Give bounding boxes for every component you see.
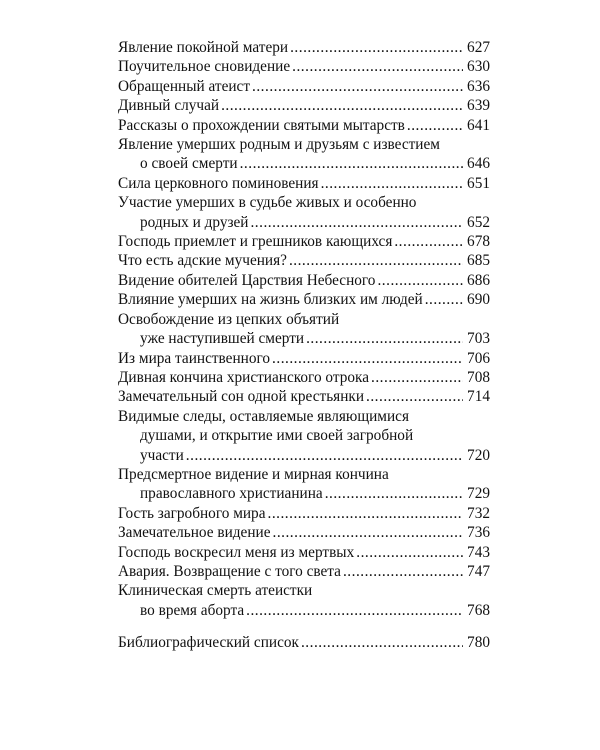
toc-entry bbox=[118, 232, 490, 251]
dot-leader bbox=[343, 562, 463, 581]
toc-page-number: 780 bbox=[467, 634, 490, 652]
toc-entry-row bbox=[118, 38, 490, 57]
toc-entry bbox=[118, 271, 490, 290]
toc-entry-row bbox=[118, 116, 490, 135]
toc-entry-row bbox=[118, 543, 490, 562]
toc-page-number: 729 bbox=[467, 485, 490, 503]
toc-page-number: 736 bbox=[467, 524, 490, 542]
toc-entry bbox=[118, 543, 490, 562]
dot-leader bbox=[301, 633, 463, 652]
toc-entry-title-line: Замечательный сон одной крестьянки bbox=[118, 388, 365, 406]
toc-entry-title-line: Рассказы о прохождении святыми мытарств bbox=[118, 116, 405, 134]
toc-page-number: 706 bbox=[467, 349, 490, 367]
toc-entry-title-line: Влияние умерших на жизнь близких им людей bbox=[118, 291, 423, 309]
toc-page-number: 627 bbox=[467, 39, 490, 56]
toc-entry-row bbox=[118, 154, 490, 173]
toc-entry bbox=[118, 251, 490, 270]
toc-entry-title-line: Клиническая смерть атеистки bbox=[118, 582, 313, 600]
toc-entry-row bbox=[118, 387, 490, 406]
toc-entry-title-line: Сила церковного поминовения bbox=[118, 174, 319, 192]
toc-entry bbox=[118, 193, 490, 232]
toc-entry-title-line: православного христианина bbox=[140, 485, 323, 503]
toc-entry-title-line: Что есть адские мучения? bbox=[118, 252, 287, 270]
toc-entry bbox=[118, 116, 490, 135]
toc-entry-row bbox=[118, 96, 490, 115]
toc-entry bbox=[118, 77, 490, 96]
toc-entry bbox=[118, 504, 490, 523]
toc-entry-title-line: Освобождение из цепких объятий bbox=[118, 310, 340, 328]
dot-leader bbox=[221, 96, 463, 115]
toc-entry-title-line: родных и друзей bbox=[140, 213, 249, 231]
toc-entry-row bbox=[118, 446, 490, 465]
dot-leader bbox=[273, 523, 464, 542]
toc-entry bbox=[118, 174, 490, 193]
toc-entry-row bbox=[118, 368, 490, 387]
toc-entry-title-line: Библиографический список bbox=[118, 634, 299, 652]
toc-entry-title-line: уже наступившей смерти bbox=[140, 330, 305, 348]
dot-leader bbox=[250, 213, 463, 232]
toc-entry-title-line: Видимые следы, оставляемые являющимися bbox=[118, 407, 409, 425]
dot-leader bbox=[246, 601, 463, 620]
toc-page-number: 743 bbox=[467, 543, 490, 561]
toc-entry-row bbox=[118, 57, 490, 76]
toc-entry bbox=[118, 38, 490, 57]
toc-entry-row bbox=[118, 601, 490, 620]
toc-entry-title-line: Замечательное видение bbox=[118, 524, 271, 542]
toc-entry bbox=[118, 135, 490, 174]
toc-page-number: 714 bbox=[467, 388, 490, 406]
toc-entry-title-line: Господь воскресил меня из мертвых bbox=[118, 543, 355, 561]
toc-entry bbox=[118, 523, 490, 542]
toc-entry-title-line: Из мира таинственного bbox=[118, 349, 271, 367]
dot-leader bbox=[425, 290, 463, 309]
toc-page-number: 685 bbox=[467, 252, 490, 270]
toc-entry-title-line: Явление покойной матери bbox=[118, 39, 289, 56]
toc-page-number: 630 bbox=[467, 58, 490, 76]
toc-entry-title-line: Дивная кончина христианского отрока bbox=[118, 368, 370, 386]
toc-entry bbox=[118, 387, 490, 406]
toc-entry bbox=[118, 349, 490, 368]
toc-entry-title-line: Поучительное сновидение bbox=[118, 58, 291, 76]
toc-entry-row bbox=[118, 504, 490, 523]
toc-page-number: 652 bbox=[467, 213, 490, 231]
dot-leader bbox=[306, 329, 463, 348]
toc-entry bbox=[118, 290, 490, 309]
toc-page-number: 732 bbox=[467, 504, 490, 522]
toc-entry-title-line: о своей смерти bbox=[140, 155, 238, 173]
dot-leader bbox=[325, 484, 463, 503]
dot-leader bbox=[377, 271, 463, 290]
dot-leader bbox=[240, 154, 463, 173]
toc-entry-row bbox=[118, 329, 490, 348]
toc-page-number: 678 bbox=[467, 233, 490, 251]
dot-leader bbox=[186, 446, 463, 465]
dot-leader bbox=[407, 116, 463, 135]
toc-page-number: 708 bbox=[467, 368, 490, 386]
toc-entry-title-line: участи bbox=[140, 446, 184, 464]
toc-entry-title-line: Явление умерших родным и друзьям с известием bbox=[118, 136, 440, 154]
toc-entry bbox=[118, 465, 490, 504]
toc-entry bbox=[118, 581, 490, 620]
toc-entry-title-line: Обращенный атеист bbox=[118, 77, 251, 95]
toc-entry-row bbox=[118, 562, 490, 581]
toc-page-number: 651 bbox=[467, 174, 490, 192]
dot-leader bbox=[366, 387, 463, 406]
toc-entry bbox=[118, 562, 490, 581]
toc-page-number: 747 bbox=[467, 562, 490, 580]
dot-leader bbox=[394, 232, 463, 251]
dot-leader bbox=[371, 368, 463, 387]
toc-entry bbox=[118, 57, 490, 76]
toc-entry-row bbox=[118, 77, 490, 96]
toc-entry bbox=[118, 633, 490, 652]
dot-leader bbox=[321, 174, 463, 193]
dot-leader bbox=[289, 251, 463, 270]
toc-entry-row bbox=[118, 232, 490, 251]
toc-page-number: 636 bbox=[467, 77, 490, 95]
dot-leader bbox=[290, 38, 463, 57]
dot-leader bbox=[252, 77, 463, 96]
toc-entry-row bbox=[118, 213, 490, 232]
toc-entry-row bbox=[118, 484, 490, 503]
toc-entry-title-line: душами, и открытие ими своей загробной bbox=[140, 427, 414, 445]
toc-entry-title-line: Авария. Возвращение с того света bbox=[118, 562, 341, 580]
toc-entry-row bbox=[118, 271, 490, 290]
toc-entry bbox=[118, 310, 490, 349]
dot-leader bbox=[268, 504, 464, 523]
toc-entry-row bbox=[118, 633, 490, 652]
toc-page-number: 703 bbox=[467, 330, 490, 348]
toc-entry-title-line: Предсмертное видение и мирная кончина bbox=[118, 465, 389, 483]
toc-page-number: 686 bbox=[467, 271, 490, 289]
toc-entry-row bbox=[118, 290, 490, 309]
toc-entry-title-line: во время аборта bbox=[140, 601, 245, 619]
toc-page-number: 720 bbox=[467, 446, 490, 464]
toc-entry bbox=[118, 96, 490, 115]
toc-entry-title-line: Участие умерших в судьбе живых и особенно bbox=[118, 194, 417, 212]
toc-entry-title-line: Господь приемлет и грешников кающихся bbox=[118, 233, 393, 251]
toc-entry bbox=[118, 368, 490, 387]
dot-leader bbox=[272, 349, 463, 368]
toc-page-number: 639 bbox=[467, 97, 490, 115]
toc-page-number: 646 bbox=[467, 155, 490, 173]
table-of-contents bbox=[118, 38, 490, 653]
toc-page-number: 641 bbox=[467, 116, 490, 134]
toc-entry-title-line: Гость загробного мира bbox=[118, 504, 266, 522]
toc-page-number: 690 bbox=[467, 291, 490, 309]
toc-entry-row bbox=[118, 523, 490, 542]
dot-leader bbox=[356, 543, 463, 562]
toc-entry bbox=[118, 407, 490, 465]
dot-leader bbox=[292, 57, 463, 76]
toc-entry-row bbox=[118, 174, 490, 193]
toc-entry-row bbox=[118, 251, 490, 270]
toc-entry-row bbox=[118, 349, 490, 368]
toc-page-number: 768 bbox=[467, 601, 490, 619]
toc-entry-title-line: Дивный случай bbox=[118, 97, 220, 115]
toc-entry-title-line: Видение обителей Царствия Небесного bbox=[118, 271, 376, 289]
